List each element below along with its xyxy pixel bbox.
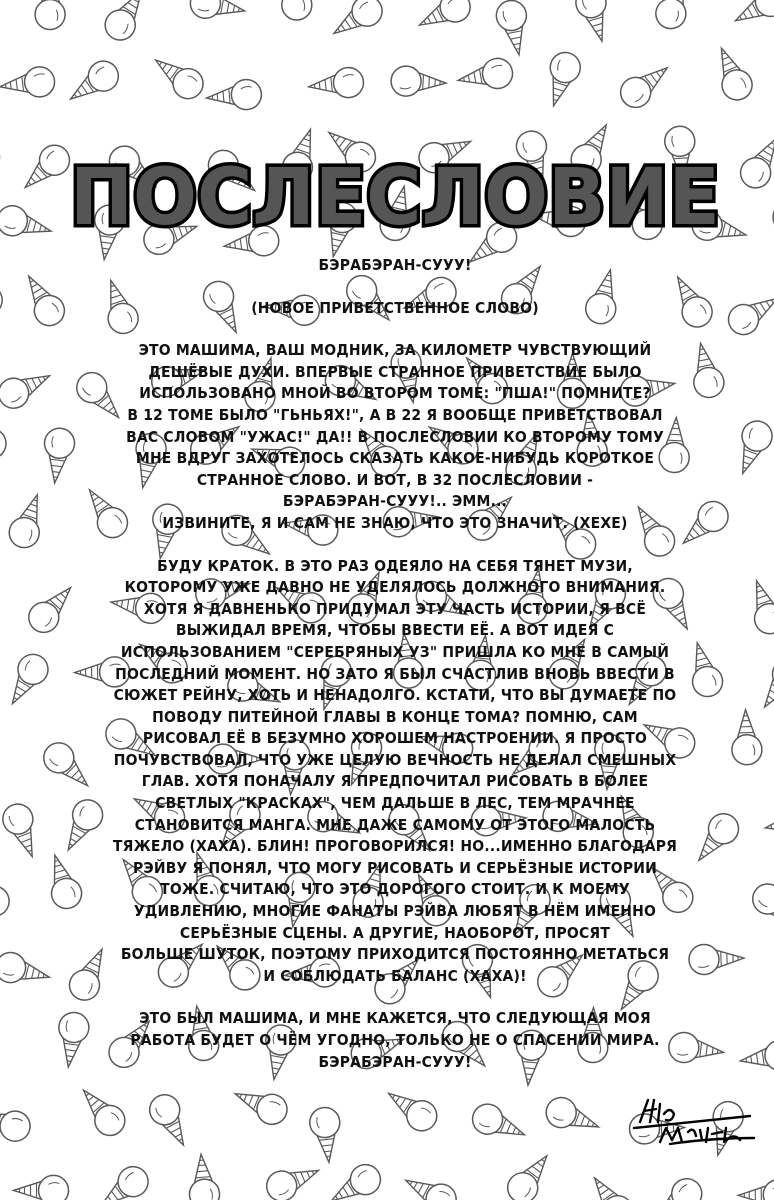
text-line: СВЕТЛЫХ "КРАСКАХ", ЧЕМ ДАЛЬШЕ В ЛЕС, ТЕМ МРАЧНЕЕ — [155, 794, 635, 813]
text-line: ЭТО МАШИМА, ВАШ МОДНИК, ЗА КИЛОМЕТР ЧУВСТВУЮЩИЙ — [138, 341, 652, 360]
text-line: ГЛАВ. ХОТЯ ПОНАЧАЛУ Я ПРЕДПОЧИТАЛ РИСОВАТЬ В БОЛЕЕ — [141, 772, 649, 791]
author-signature — [630, 1092, 760, 1147]
page-title — [60, 150, 730, 245]
text-line: БЭРАБЭРАН-СУУУ! — [318, 1052, 472, 1071]
text-line: ТЯЖЕЛО (ХАХА). БЛИН! ПРОГОВОРИЛСЯ! НО...ИМЕННО БЛАГОДАРЯ — [112, 837, 678, 856]
text-line: РИСОВАЛ ЕЁ В БЕЗУМНО ХОРОШЕМ НАСТРОЕНИИ. Я ПРОСТО — [142, 729, 648, 748]
text-line: СТАНОВИТСЯ МАНГА. МНЕ ДАЖЕ САМОМУ ОТ ЭТОГО МАЛОСТЬ — [134, 815, 656, 834]
text-line: УДИВЛЕНИЮ, МНОГИЕ ФАНАТЫ РЭЙВА ЛЮБЯТ В НЁМ ИМЕННО — [133, 902, 657, 921]
text-line: РЭЙВУ Я ПОНЯЛ, ЧТО МОГУ РИСОВАТЬ И СЕРЬЁЗНЫЕ ИСТОРИИ — [133, 858, 657, 877]
text-line: ПОСЛЕДНИЙ МОМЕНТ. НО ЗАТО Я БЫЛ СЧАСТЛИВ ВНОВЬ ВВЕСТИ В — [115, 664, 675, 683]
text-line: ЭТО БЫЛ МАШИМА, И МНЕ КАЖЕТСЯ, ЧТО СЛЕДУЮЩАЯ МОЯ — [139, 1009, 651, 1028]
text-line: ИЗВИНИТЕ, Я И САМ НЕ ЗНАЮ, ЧТО ЭТО ЗНАЧИТ. (ХЕХЕ) — [162, 513, 628, 532]
text-line: ТОЖЕ. СЧИТАЮ, ЧТО ЭТО ДОРОГОГО СТОИТ. И К МОЕМУ — [160, 880, 630, 899]
text-line: В 12 ТОМЕ БЫЛО "ГЬНЬЯХ!", А В 22 Я ВООБЩЕ ПРИВЕТСТВОВАЛ — [127, 405, 663, 424]
text-line: КОТОРОМУ УЖЕ ДАВНО НЕ УДЕЛЯЛОСЬ ДОЛЖНОГО ВНИМАНИЯ. — [124, 578, 666, 597]
text-line: РАБОТА БУДЕТ О ЧЁМ УГОДНО, ТОЛЬКО НЕ О СПАСЕНИИ МИРА. — [130, 1031, 660, 1049]
text-line: СЮЖЕТ РЕЙНУ, ХОТЬ И НЕНАДОЛГО. КСТАТИ, ЧТО ВЫ ДУМАЕТЕ ПО — [113, 686, 677, 705]
text-line: И СОБЛЮДАТЬ БАЛАНС (ХАХА)! — [263, 966, 527, 985]
text-line: ХОТЯ Я ДАВНЕНЬКО ПРИДУМАЛ ЭТУ ЧАСТЬ ИСТОРИИ, Я ВСЁ — [143, 599, 647, 618]
subtitle: (НОВОЕ ПРИВЕТСТВЕННОЕ СЛОВО) — [251, 298, 539, 317]
text-line: ДЕШЁВЫЕ ДУХИ. ВПЕРВЫЕ СТРАННОЕ ПРИВЕТСТВИЕ БЫЛО — [148, 362, 642, 381]
afterword-body — [100, 255, 690, 1073]
title-text: ПОСЛЕСЛОВИЕ — [70, 153, 720, 243]
text-line: СТРАННОЕ СЛОВО. И ВОТ, В 32 ПОСЛЕСЛОВИИ - — [196, 470, 594, 489]
text-line: ПОВОДУ ПИТЕЙНОЙ ГЛАВЫ В КОНЦЕ ТОМА? ПОМНЮ, САМ — [152, 707, 638, 726]
paragraph-2 — [100, 556, 690, 988]
text-line: ИСПОЛЬЗОВАНИЕМ "СЕРЕБРЯНЫХ УЗ" ПРИШЛА КО МНЕ В САМЫЙ — [120, 642, 670, 661]
greeting: БЭРАБЭРАН-СУУУ! — [318, 256, 472, 274]
text-line: ПОЧУВСТВОВАЛ, ЧТО УЖЕ ЦЕЛУЮ ВЕЧНОСТЬ НЕ ДЕЛАЛ СМЕШНЫХ — [113, 750, 677, 769]
text-line: ИСПОЛЬЗОВАНО МНОЙ ВО ВТОРОМ ТОМЕ: "ПША!" ПОМНИТЕ? — [139, 384, 651, 403]
text-line: МНЕ ВДРУГ ЗАХОТЕЛОСЬ СКАЗАТЬ КАКОЕ-НИБУДЬ КОРОТКОЕ — [135, 449, 655, 468]
text-line: ВЫЖИДАЛ ВРЕМЯ, ЧТОБЫ ВВЕСТИ ЕЁ. А ВОТ ИДЕЯ С — [175, 621, 615, 640]
paragraph-1 — [100, 340, 690, 534]
text-line: БУДУ КРАТОК. В ЭТО РАЗ ОДЕЯЛО НА СЕБЯ ТЯНЕТ МУЗИ, — [157, 556, 633, 575]
paragraph-3 — [100, 1008, 690, 1073]
text-line: ВАС СЛОВОМ "УЖАС!" ДА!! В ПОСЛЕСЛОВИИ КО ВТОРОМУ ТОМУ — [126, 427, 664, 446]
text-line: БОЛЬШЕ ШУТОК, ПОЭТОМУ ПРИХОДИТСЯ ПОСТОЯННО МЕТАТЬСЯ — [120, 945, 670, 964]
text-line: СЕРЬЁЗНЫЕ СЦЕНЫ. А ДРУГИЕ, НАОБОРОТ, ПРОСЯТ — [179, 923, 611, 942]
text-line: БЭРАБЭРАН-СУУУ!.. ЭММ... — [282, 492, 508, 511]
